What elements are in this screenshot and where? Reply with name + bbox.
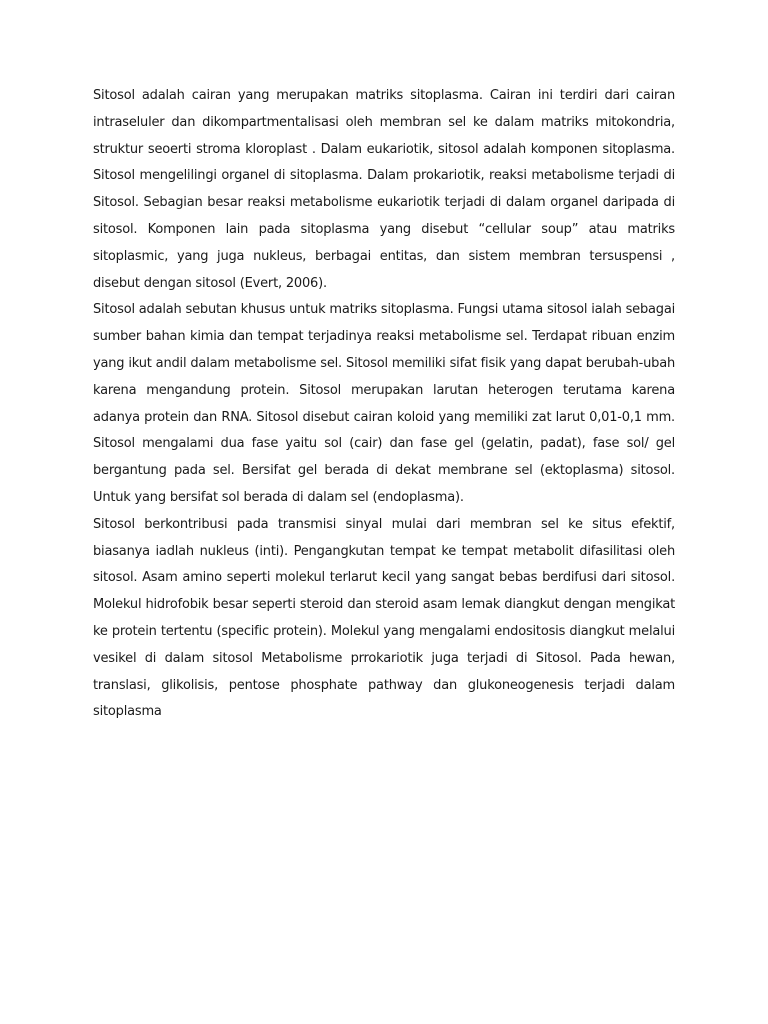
document-page <box>93 83 675 726</box>
paragraph-cytosol-function: Sitosol adalah sebutan khusus untuk matriks sitoplasma. Fungsi utama sitosol ialah sebagai sumber bahan kimia dan tempat terjadinya reaksi metabolisme sel. Terdapat ribuan enzim yang ikut andil dalam metabolisme sel. Sitosol memiliki sifat fisik yang dapat berubah-ubah karena mengandung protein. Sitosol merupakan larutan heterogen terutama karena adanya protein dan RNA. Sitosol disebut cairan koloid yang memiliki zat larut 0,01-0,1 mm. Sitosol mengalami dua fase yaitu sol (cair) dan fase gel (gelatin, padat), fase sol/ gel bergantung pada sel. Bersifat gel berada di dekat membrane sel (ektoplasma) sitosol. Untuk yang bersifat sol berada di dalam sel (endoplasma). <box>93 302 675 505</box>
paragraph-cytosol-transport: Sitosol berkontribusi pada transmisi sinyal mulai dari membran sel ke situs efektif, biasanya iadlah nukleus (inti). Pengangkutan tempat ke tempat metabolit difasilitasi oleh sitosol. Asam amino seperti molekul terlarut kecil yang sangat bebas berdifusi dari sitosol. Molekul hidrofobik besar seperti steroid dan steroid asam lemak diangkut dengan mengikat ke protein tertentu (specific protein). Molekul yang mengalami endositosis diangkut melalui vesikel di dalam sitosol Metabolisme prrokariotik juga terjadi di Sitosol. Pada hewan, translasi, glikolisis, pentose phosphate pathway dan glukoneogenesis terjadi dalam sitoplasma <box>93 516 675 720</box>
paragraph-cytosol-definition: Sitosol adalah cairan yang merupakan matriks sitoplasma. Cairan ini terdiri dari cairan intraseluler dan dikompartmentalisasi oleh membran sel ke dalam matriks mitokondria, struktur seoerti stroma kloroplast . Dalam eukariotik, sitosol adalah komponen sitoplasma. Sitosol mengelilingi organel di sitoplasma. Dalam prokariotik, reaksi metabolisme terjadi di Sitosol. Sebagian besar reaksi metabolisme eukariotik terjadi di dalam organel daripada di sitosol. Komponen lain pada sitoplasma yang disebut “cellular soup” atau matriks sitoplasmic, yang juga nukleus, berbagai entitas, dan sistem membran tersuspensi , disebut dengan sitosol (Evert, 2006). <box>93 88 675 291</box>
